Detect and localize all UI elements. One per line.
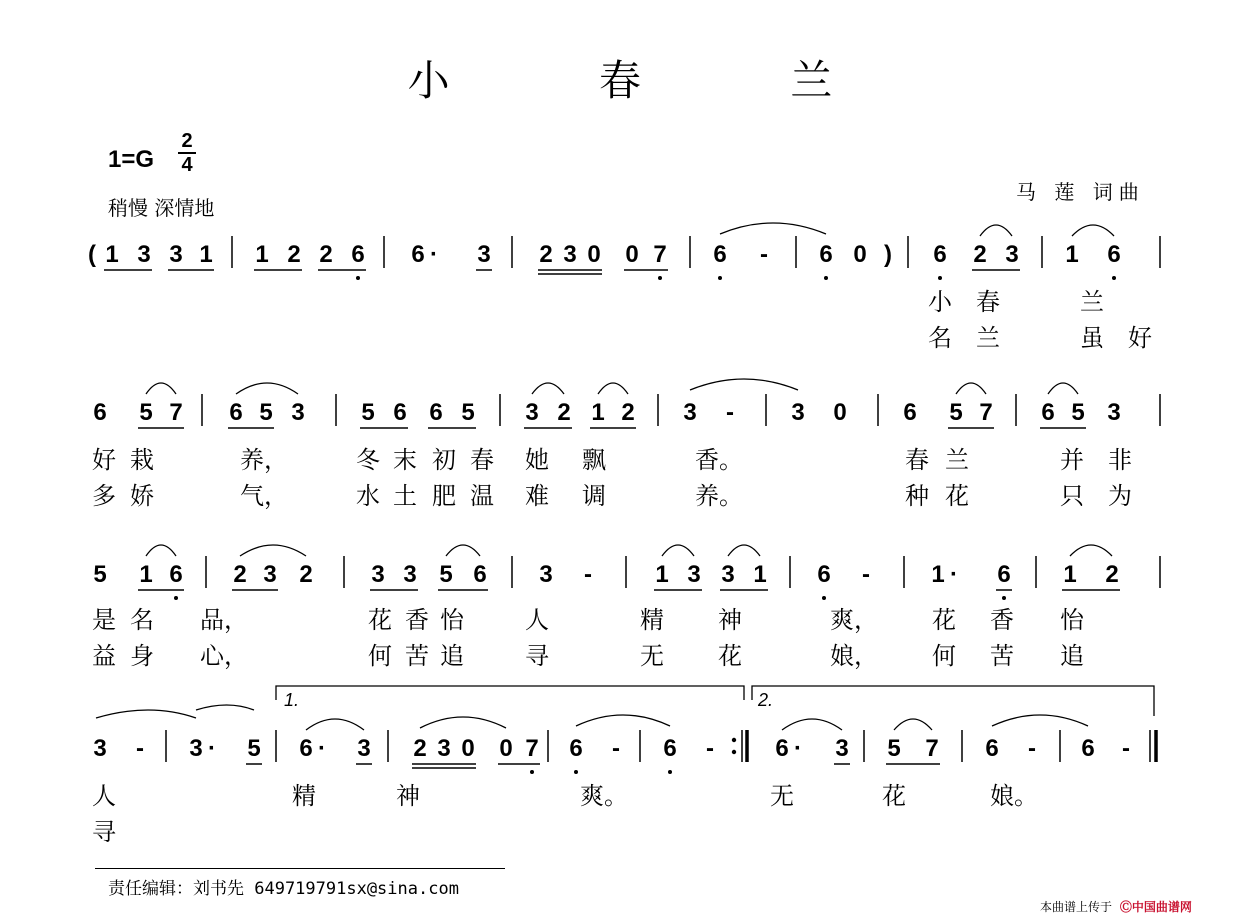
note-digit: 3 — [437, 735, 451, 762]
note-digit: 1 — [655, 561, 669, 588]
note-digit: 0 — [461, 735, 475, 762]
note-digit: 3 — [169, 241, 183, 268]
lyric-char: 追 — [440, 642, 464, 670]
note-digit: 1 — [931, 561, 945, 588]
note-digit: 5 — [247, 735, 261, 762]
note-digit: 3 — [791, 399, 805, 426]
octave-dot — [174, 596, 178, 600]
slur — [782, 719, 842, 730]
slur — [992, 715, 1088, 726]
volta-label-second: 2. — [758, 690, 774, 710]
note-digit: 3 — [291, 399, 305, 426]
slur — [690, 379, 798, 390]
note-digit: 3 — [1005, 241, 1019, 268]
note-digit: 6 — [93, 399, 107, 426]
slur — [894, 719, 932, 730]
lyric-char: 名 — [928, 324, 976, 352]
note-digit: 3 — [357, 735, 371, 762]
note-digit: 5 — [439, 561, 453, 588]
lyric-char: 好 — [92, 446, 116, 474]
note-digit: 1 — [199, 241, 213, 268]
note-digit: 2 — [287, 241, 301, 268]
lyric-char: 香。 — [695, 446, 743, 474]
upload-note — [1040, 898, 1192, 915]
note-digit: 7 — [979, 399, 993, 426]
note-digit: - — [612, 735, 620, 762]
slur — [598, 383, 628, 394]
note-digit: 1 — [753, 561, 767, 588]
repeat-dot — [732, 738, 736, 742]
note-digit: 2 — [557, 399, 571, 426]
note-digit: 6 — [1107, 241, 1121, 268]
note-digit: 2 — [233, 561, 247, 588]
note-digit: 1 — [1065, 241, 1079, 268]
note-digit: 6 — [903, 399, 917, 426]
slur — [576, 715, 670, 726]
repeat-dot — [732, 750, 736, 754]
note-digit: 0 — [833, 399, 847, 426]
note-digit: 3 — [835, 735, 849, 762]
note-digit: 1 — [1063, 561, 1077, 588]
tempo-marking: 稍慢 深情地 — [108, 196, 215, 220]
note-digit: 6 — [663, 735, 677, 762]
note-digit: - — [726, 399, 734, 426]
lyric-char: 是 — [92, 606, 116, 634]
octave-dot — [822, 596, 826, 600]
slur — [236, 383, 298, 394]
lyric-char: 精 — [640, 606, 664, 634]
note-digit: 5 — [461, 399, 475, 426]
lyric-char: 兰 — [976, 324, 1024, 352]
octave-dot — [356, 276, 360, 280]
note-digit: 6 — [1081, 735, 1095, 762]
lyric-char: 人 — [525, 606, 549, 634]
lyric-char: 无 — [640, 642, 664, 670]
note-digit: 3 — [683, 399, 697, 426]
octave-dot — [530, 770, 534, 774]
note-digit: · — [430, 241, 438, 268]
lyric-char: 为 — [1108, 482, 1132, 510]
slur — [720, 223, 826, 234]
lyric-char: 香 — [990, 606, 1014, 634]
note-digit: 0 — [853, 241, 867, 268]
slur — [1072, 225, 1114, 236]
note-digit: 3 — [371, 561, 385, 588]
lyric-char: 心， — [200, 642, 248, 670]
editor-credit: 责任编辑：刘书先 649719791sx@sina.com — [108, 879, 459, 899]
octave-dot — [668, 770, 672, 774]
note-digit: 2 — [299, 561, 313, 588]
lyric-char: 春 — [905, 446, 929, 474]
slur — [146, 383, 176, 394]
lyric-char: 苦 — [990, 642, 1014, 670]
slur — [96, 710, 196, 718]
upload-label: 本曲谱上传于 — [1040, 900, 1113, 914]
lyric-char: 并 — [1060, 446, 1084, 474]
note-digit: 6 — [229, 399, 243, 426]
lyric-char: 春 — [976, 288, 1024, 316]
footer-divider — [95, 868, 505, 869]
note-digit: 2 — [1105, 561, 1119, 588]
lyric-char: 益 — [92, 642, 116, 670]
note-digit: 3 — [93, 735, 107, 762]
lyric-char: 冬 — [356, 446, 380, 474]
volta-label-first: 1. — [284, 690, 300, 710]
lyric-char: 养， — [240, 446, 288, 474]
note-digit: - — [862, 561, 870, 588]
note-digit: 1 — [105, 241, 119, 268]
slur — [196, 705, 254, 710]
lyric-char: 温 — [470, 482, 494, 510]
lyric-char: 初 — [432, 446, 456, 474]
note-digit: 3 — [263, 561, 277, 588]
note-digit: 6 — [775, 735, 789, 762]
note-digit: 5 — [887, 735, 901, 762]
lyric-char: 兰 — [1080, 288, 1128, 316]
lyric-char: 追 — [1060, 642, 1084, 670]
note-digit: 2 — [621, 399, 635, 426]
lyric-char: 寻 — [525, 642, 549, 670]
note-digit: 7 — [653, 241, 667, 268]
lyric-char: 爽。 — [580, 782, 628, 810]
note-digit: 2 — [973, 241, 987, 268]
note-digit: 2 — [319, 241, 333, 268]
note-digit: 6 — [817, 561, 831, 588]
note-digit: · — [318, 735, 326, 762]
note-digit: 0 — [587, 241, 601, 268]
lyric-char: 好 — [1128, 324, 1176, 352]
note-digit: 6 — [351, 241, 365, 268]
note-digit: 3 — [189, 735, 203, 762]
note-digit: - — [584, 561, 592, 588]
note-digit: 6 — [713, 241, 727, 268]
volta-bracket — [276, 686, 744, 700]
lyric-char: 小 — [928, 288, 976, 316]
lyric-char: 调 — [582, 482, 606, 510]
lyric-char: 花 — [932, 606, 956, 634]
note-digit: · — [208, 735, 216, 762]
note-digit: 0 — [625, 241, 639, 268]
lyric-char: 神 — [396, 782, 420, 810]
note-digit: 5 — [1071, 399, 1085, 426]
octave-dot — [824, 276, 828, 280]
lyric-char: 苦 — [405, 642, 429, 670]
lyric-char: 名 — [130, 606, 154, 634]
note-digit: 6 — [411, 241, 425, 268]
note-digit: 3 — [563, 241, 577, 268]
slur — [662, 545, 694, 556]
note-digit: 2 — [413, 735, 427, 762]
note-digit: 0 — [499, 735, 513, 762]
note-digit: 6 — [997, 561, 1011, 588]
lyric-char: 花 — [368, 606, 392, 634]
lyric-char: 她 — [525, 446, 549, 474]
slur — [980, 225, 1012, 236]
slur — [306, 719, 364, 730]
note-digit: - — [1028, 735, 1036, 762]
lyric-char: 肥 — [432, 482, 456, 510]
lyric-row1-v1 — [928, 282, 1128, 317]
note-digit: 6 — [569, 735, 583, 762]
note-digit: ) — [884, 241, 892, 268]
slur — [240, 545, 306, 556]
lyric-char: 春 — [470, 446, 494, 474]
note-digit: 3 — [1107, 399, 1121, 426]
lyric-char: 爽， — [830, 606, 878, 634]
note-digit: 1 — [591, 399, 605, 426]
note-digit: 3 — [477, 241, 491, 268]
note-digit: - — [136, 735, 144, 762]
lyric-char: 娘。 — [990, 782, 1038, 810]
note-digit: 5 — [139, 399, 153, 426]
slur — [532, 383, 564, 394]
note-digit: - — [1122, 735, 1130, 762]
lyric-char: 娇 — [130, 482, 154, 510]
octave-dot — [1112, 276, 1116, 280]
lyric-char: 何 — [932, 642, 956, 670]
time-signature-top: 2 — [181, 130, 193, 152]
lyric-char: 兰 — [945, 446, 969, 474]
lyric-char: 人 — [92, 782, 116, 810]
note-digit: 2 — [539, 241, 553, 268]
lyric-char: 神 — [718, 606, 742, 634]
note-digit: 7 — [169, 399, 183, 426]
note-digit: 6 — [393, 399, 407, 426]
note-digit: ( — [88, 241, 96, 268]
lyric-char: 花 — [718, 642, 742, 670]
note-digit: 6 — [169, 561, 183, 588]
lyric-char: 水 — [356, 482, 380, 510]
lyric-char: 香 — [405, 606, 429, 634]
lyric-char: 栽 — [130, 446, 154, 474]
note-digit: 6 — [985, 735, 999, 762]
slur — [446, 545, 480, 556]
slur — [1048, 383, 1078, 394]
volta-bracket — [752, 686, 1154, 716]
note-digit: 3 — [687, 561, 701, 588]
note-digit: 3 — [137, 241, 151, 268]
note-digit: - — [760, 241, 768, 268]
note-digit: 6 — [819, 241, 833, 268]
lyric-char: 只 — [1060, 482, 1084, 510]
note-digit: 1 — [139, 561, 153, 588]
slur — [1070, 545, 1112, 556]
lyric-char: 怡 — [1060, 606, 1084, 634]
note-digit: 5 — [93, 561, 107, 588]
lyric-char: 身 — [130, 642, 154, 670]
song-title: 小 春 兰 — [407, 56, 901, 105]
note-digit: 1 — [255, 241, 269, 268]
lyric-char: 花 — [945, 482, 969, 510]
slur — [420, 717, 506, 728]
note-digit: 6 — [933, 241, 947, 268]
lyric-char: 寻 — [92, 818, 116, 846]
octave-dot — [938, 276, 942, 280]
octave-dot — [658, 276, 662, 280]
note-digit: 5 — [361, 399, 375, 426]
note-digit: 3 — [525, 399, 539, 426]
note-digit: 6 — [473, 561, 487, 588]
composer-credit: 马 莲 词曲 — [1016, 180, 1145, 204]
note-digit: 5 — [259, 399, 273, 426]
lyric-char: 精 — [292, 782, 316, 810]
lyric-char: 何 — [368, 642, 392, 670]
note-digit: 3 — [403, 561, 417, 588]
note-digit: 6 — [429, 399, 443, 426]
key-signature: 1=G — [108, 146, 155, 173]
lyric-char: 非 — [1108, 446, 1132, 474]
note-digit: 6 — [299, 735, 313, 762]
lyric-char: 怡 — [440, 606, 464, 634]
note-digit: 7 — [925, 735, 939, 762]
lyric-char: 品， — [200, 606, 248, 634]
lyric-char: 气， — [240, 482, 288, 510]
octave-dot — [718, 276, 722, 280]
lyric-char: 娘， — [830, 642, 878, 670]
lyric-char: 虽 — [1080, 324, 1128, 352]
site-logo-icon: Ⓒ — [1119, 900, 1132, 914]
note-digit: 3 — [721, 561, 735, 588]
note-digit: · — [950, 561, 958, 588]
lyric-char: 土 — [393, 482, 417, 510]
lyric-char: 末 — [393, 446, 417, 474]
time-signature-bottom: 4 — [181, 154, 193, 176]
lyric-row1-v2 — [928, 318, 1176, 353]
slur — [146, 545, 176, 556]
octave-dot — [574, 770, 578, 774]
note-digit: · — [794, 735, 802, 762]
slur — [956, 383, 986, 394]
note-digit: 5 — [949, 399, 963, 426]
lyric-char: 飘 — [582, 446, 606, 474]
note-digit: - — [706, 735, 714, 762]
lyric-char: 多 — [92, 482, 116, 510]
lyric-char: 花 — [882, 782, 906, 810]
lyric-char: 无 — [770, 782, 794, 810]
note-digit: 6 — [1041, 399, 1055, 426]
note-digit: 3 — [539, 561, 553, 588]
lyric-char: 种 — [905, 482, 929, 510]
lyric-char: 养。 — [695, 482, 743, 510]
slur — [728, 545, 760, 556]
lyric-char: 难 — [525, 482, 549, 510]
site-name: 中国曲谱网 — [1131, 900, 1192, 914]
note-digit: 7 — [525, 735, 539, 762]
